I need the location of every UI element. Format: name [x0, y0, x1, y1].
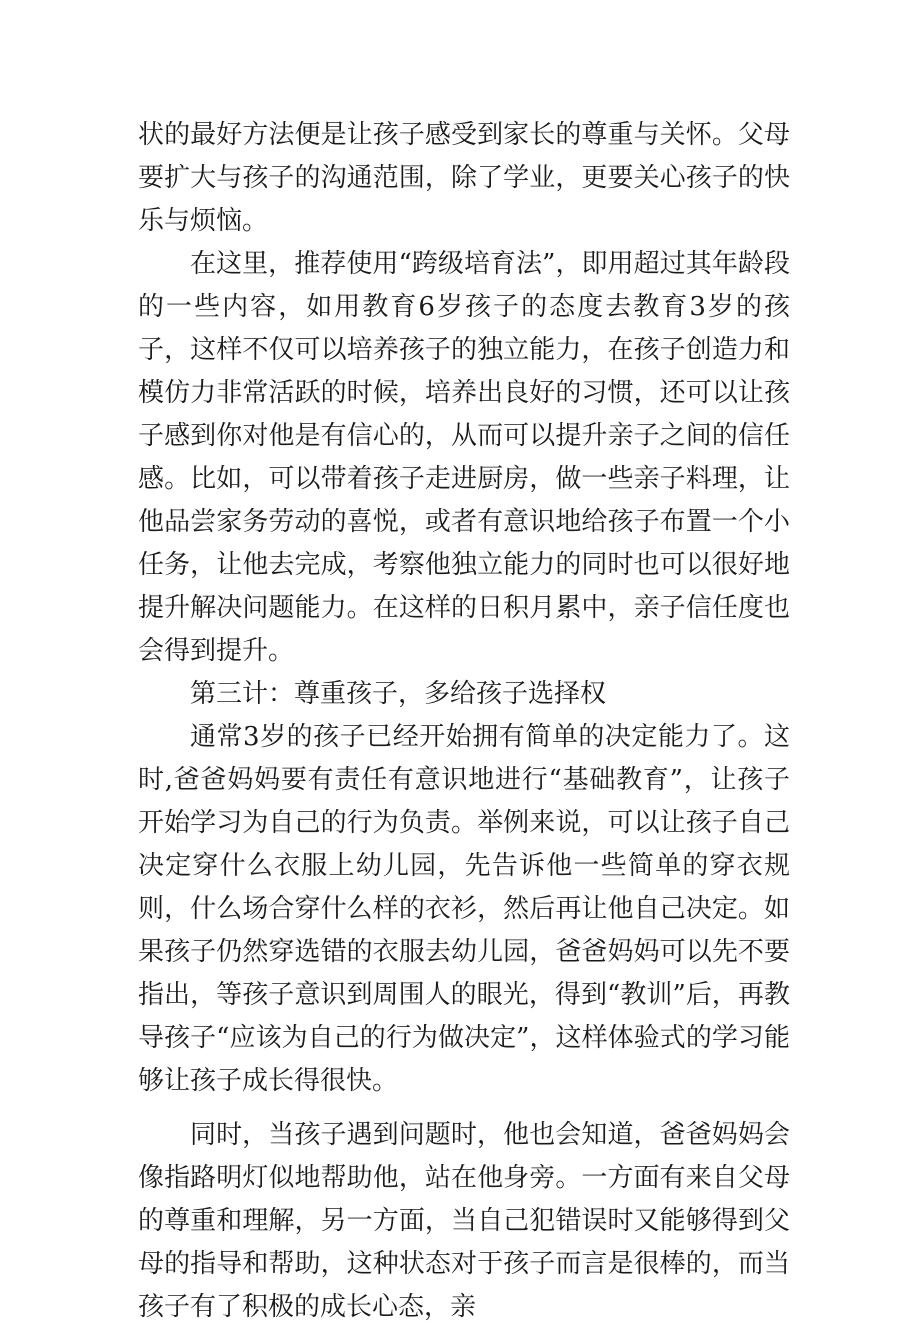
body-text	[138, 114, 790, 1329]
paragraph-continuation: 状的最好方法便是让孩子感受到家长的尊重与关怀。父母要扩大与孩子的沟通范围，除了学业，更要关心孩子的快乐与烦恼。	[138, 120, 790, 236]
paragraph-choice-rights: 通常3岁的孩子已经开始拥有简单的决定能力了。这时,爸爸妈妈要有责任有意识地进行“基础教育”，让孩子开始学习为自己的行为负责。举例来说，可以让孩子自己决定穿什么衣服上幼儿园，先告诉他一些简单的穿衣规则，什么场合穿什么样的衣衫，然后再让他自己决定。如果孩子仍然穿选错的衣服去幼儿园，爸爸妈妈可以先不要指出，等孩子意识到周围人的眼光，得到“教训”后，再教导孩子“应该为自己的行为做决定”，这样体验式的学习能够让孩子成长得很快。	[138, 722, 790, 1096]
paragraph-guidance: 同时，当孩子遇到问题时，他也会知道，爸爸妈妈会像指路明灯似地帮助他，站在他身旁。一方面有来自父母的尊重和理解，另一方面，当自己犯错误时又能够得到父母的指导和帮助，这种状态对于孩子而言是很棒的，而当孩子有了积极的成长心态，亲	[138, 1120, 790, 1322]
paragraph-cross-level-method: 在这里，推荐使用“跨级培育法”，即用超过其年龄段的一些内容，如用教育6岁孩子的态度去教育3岁的孩子，这样不仅可以培养孩子的独立能力，在孩子创造力和模仿力非常活跃的时候，培养出良好的习惯，还可以让孩子感到你对他是有信心的，从而可以提升亲子之间的信任感。比如，可以带着孩子走进厨房，做一些亲子料理，让他品尝家务劳动的喜悦，或者有意识地给孩子布置一个小任务，让他去完成，考察他独立能力的同时也可以很好地提升解决问题能力。在这样的日积月累中，亲子信任度也会得到提升。	[138, 249, 790, 666]
section-heading: 第三计：尊重孩子，多给孩子选择权	[190, 679, 607, 709]
